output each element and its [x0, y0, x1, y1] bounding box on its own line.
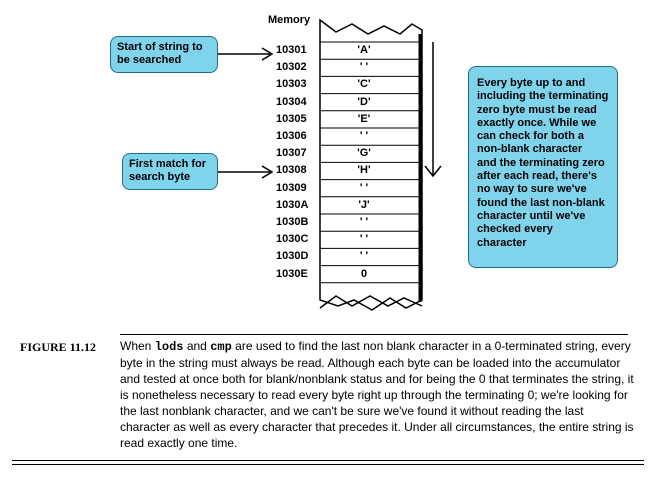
caption-text-1: When — [120, 339, 155, 353]
scan-direction-arrow — [425, 42, 441, 176]
memory-title: Memory — [268, 14, 311, 26]
callout-match-line1: First match for — [129, 158, 207, 170]
note-line: exactly once. While we — [477, 116, 597, 129]
memory-cell-value: 'C' — [357, 78, 371, 91]
bottom-rule-1 — [12, 460, 644, 461]
note-line: checked every — [477, 223, 553, 236]
caption-keyword-cmp: cmp — [210, 340, 232, 354]
caption-keyword-lods: lods — [154, 340, 184, 354]
note-line: character until we've — [477, 209, 586, 222]
callout-start-of-string — [110, 36, 218, 73]
memory-cell-value: ' ' — [359, 216, 369, 228]
callout-match-line2: search byte — [129, 171, 191, 183]
memory-address: 10301 — [276, 44, 307, 56]
note-line: including the terminating — [477, 90, 609, 103]
memory-address: 10302 — [276, 61, 307, 74]
caption-top-rule — [120, 334, 628, 335]
memory-address: 10308 — [276, 164, 307, 177]
memory-address: 1030C — [276, 233, 309, 246]
callout-first-match — [122, 153, 218, 190]
memory-cell-value: 'H' — [357, 164, 371, 177]
figure-label: FIGURE 11.12 — [20, 340, 97, 354]
memory-cell-value: 'A' — [357, 44, 371, 56]
callout-start-line1: Start of string to — [117, 41, 203, 53]
note-line: zero byte must be read — [477, 103, 597, 116]
memory-cell-value: ' ' — [359, 130, 369, 142]
start-arrow — [218, 48, 272, 60]
note-line: non-blank character — [477, 143, 583, 156]
memory-cell-value: ' ' — [359, 61, 369, 74]
memory-cell-value: ' ' — [359, 181, 369, 194]
note-line: after each read, there's — [477, 170, 598, 183]
memory-address: 1030A — [276, 198, 309, 211]
memory-address: 10307 — [276, 147, 307, 160]
note-line: can check for both a — [477, 130, 584, 143]
caption-text-2: and — [183, 339, 211, 353]
note-line: no way to sure we've — [477, 183, 587, 196]
memory-cell-value: 'G' — [357, 147, 371, 160]
memory-cell-value: 'D' — [357, 95, 371, 108]
figure-caption — [120, 338, 634, 451]
memory-cell-value: 'J' — [358, 198, 370, 211]
bottom-rule-2 — [12, 464, 644, 465]
memory-cell-value: 0 — [360, 267, 368, 280]
note-line: Every byte up to and — [477, 77, 586, 89]
note-line: and the terminating zero — [477, 156, 605, 169]
memory-address: 10306 — [276, 130, 307, 142]
memory-address: 1030D — [276, 250, 309, 263]
memory-cell-value: ' ' — [359, 233, 369, 246]
match-arrow — [218, 166, 272, 178]
memory-address: 10309 — [276, 181, 307, 194]
memory-address: 1030B — [276, 216, 309, 228]
memory-cell-value: 'E' — [357, 112, 371, 125]
memory-address: 10304 — [276, 95, 307, 108]
memory-address: 10305 — [276, 112, 307, 125]
memory-cell-value: ' ' — [359, 250, 369, 263]
memory-address: 1030E — [276, 267, 308, 280]
callout-start-line2: be searched — [117, 54, 182, 66]
note-line: found the last non-blank — [477, 196, 605, 209]
caption-text-3: are used to find the last non blank character in a 0-terminated string, every byte in the string must always be read. Although each byte can be loaded into the accumulator and tested at once both for blank/nonblank status and for being the 0 that terminates the string, it is nonetheless necessary to read every byte right up through the terminating 0; we're looking for the last nonblank character, and we can't be sure we've found it without reading the last character as well as every character that precedes it. Under all circumstances, the entire string is read exactly one time. — [120, 339, 634, 450]
callout-explanation — [468, 66, 618, 268]
memory-address: 10303 — [276, 78, 307, 91]
note-line: character — [477, 236, 527, 249]
